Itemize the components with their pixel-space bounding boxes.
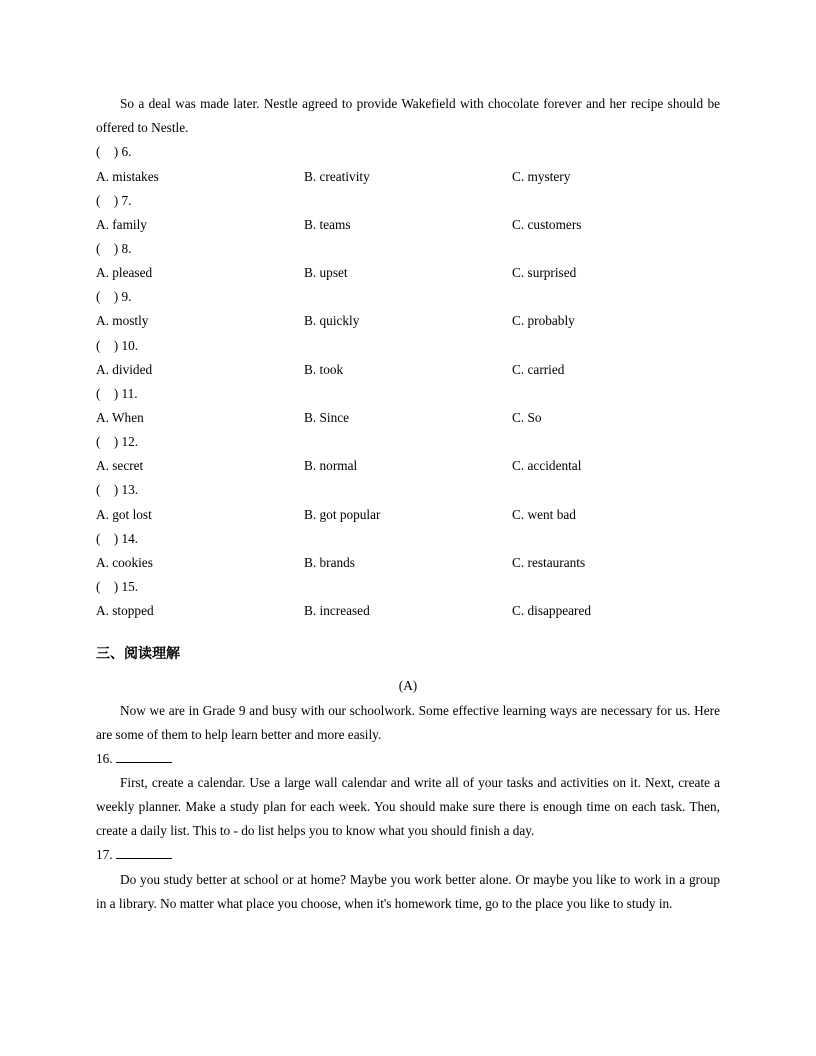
question-9-option-b[interactable]: B. quickly (304, 313, 360, 328)
question-10-option-a[interactable]: A. divided (96, 362, 153, 377)
question-11-options (96, 409, 720, 427)
question-8-option-b[interactable]: B. upset (304, 265, 348, 280)
question-13-option-a[interactable]: A. got lost (96, 507, 152, 522)
passage-paragraph-2 (96, 771, 720, 843)
question-10-option-b[interactable]: B. took (304, 362, 344, 377)
question-14-option-b[interactable]: B. brands (304, 555, 355, 570)
question-13-option-b[interactable]: B. got popular (304, 507, 381, 522)
question-12-number: ( ) 12. (96, 434, 139, 449)
question-16-blank[interactable] (116, 750, 172, 763)
question-14-option-a[interactable]: A. cookies (96, 555, 153, 570)
question-17 (96, 846, 720, 864)
intro-text: So a deal was made later. Nestle agreed to provide Wakefield with chocolate forever and her recipe should be offered to Nestle. (96, 96, 720, 135)
passage-paragraph-1-text: Now we are in Grade 9 and busy with our schoolwork. Some effective learning ways are necessary for us. Here are some of them to help learn better and more easily. (96, 703, 720, 742)
question-12-options (96, 457, 720, 475)
question-9-option-a[interactable]: A. mostly (96, 313, 149, 328)
question-17-number: 17. (96, 847, 113, 862)
question-12-option-a[interactable]: A. secret (96, 458, 144, 473)
question-15-options (96, 602, 720, 620)
question-11-option-a[interactable]: A. When (96, 410, 144, 425)
question-7-options (96, 216, 720, 234)
question-6-option-b[interactable]: B. creativity (304, 169, 370, 184)
question-9-number: ( ) 9. (96, 289, 132, 304)
question-14-option-c[interactable]: C. restaurants (512, 555, 586, 570)
question-17-blank[interactable] (116, 846, 172, 859)
question-9-option-c[interactable]: C. probably (512, 313, 575, 328)
question-11-option-c[interactable]: C. So (512, 410, 542, 425)
passage-label: (A) (398, 678, 418, 693)
question-7-number: ( ) 7. (96, 193, 132, 208)
question-12-option-b[interactable]: B. normal (304, 458, 358, 473)
question-7-option-b[interactable]: B. teams (304, 217, 351, 232)
question-10-options (96, 361, 720, 379)
question-6-option-a[interactable]: A. mistakes (96, 169, 159, 184)
passage-paragraph-3 (96, 868, 720, 916)
question-11-option-b[interactable]: B. Since (304, 410, 350, 425)
passage-paragraph-1 (96, 699, 720, 747)
question-8-number: ( ) 8. (96, 241, 132, 256)
question-14-options (96, 554, 720, 572)
section-heading: 三、阅读理解 (96, 646, 180, 662)
question-7-option-a[interactable]: A. family (96, 217, 147, 232)
question-16 (96, 750, 720, 768)
question-14-number: ( ) 14. (96, 531, 139, 546)
question-6-option-c[interactable]: C. mystery (512, 169, 571, 184)
question-15-number: ( ) 15. (96, 579, 139, 594)
question-9-options (96, 312, 720, 330)
question-15-option-b[interactable]: B. increased (304, 603, 370, 618)
intro-paragraph (96, 92, 720, 140)
question-10-option-c[interactable]: C. carried (512, 362, 565, 377)
question-6-number: ( ) 6. (96, 144, 132, 159)
passage-paragraph-3-text: Do you study better at school or at home? Maybe you work better alone. Or maybe you like to work in a group in a library. No matter what place you choose, when it's homework time, go to the place you like to study in. (96, 872, 720, 911)
question-13-option-c[interactable]: C. went bad (512, 507, 576, 522)
question-15-option-c[interactable]: C. disappeared (512, 603, 592, 618)
question-7-option-c[interactable]: C. customers (512, 217, 582, 232)
question-16-number: 16. (96, 751, 113, 766)
passage-paragraph-2-text: First, create a calendar. Use a large wall calendar and write all of your tasks and activities on it. Next, create a weekly planner. Make a study plan for each week. You should make sure there is enough time on each task. Then, create a daily list. This to - do list helps you to know what you should finish a day. (96, 775, 720, 838)
question-10-number: ( ) 10. (96, 338, 139, 353)
question-8-option-c[interactable]: C. surprised (512, 265, 577, 280)
question-13-options (96, 506, 720, 524)
question-13-number: ( ) 13. (96, 482, 139, 497)
question-11-number: ( ) 11. (96, 386, 138, 401)
question-8-option-a[interactable]: A. pleased (96, 265, 153, 280)
question-15-option-a[interactable]: A. stopped (96, 603, 154, 618)
question-12-option-c[interactable]: C. accidental (512, 458, 582, 473)
question-6-options (96, 168, 720, 186)
question-8-options (96, 264, 720, 282)
